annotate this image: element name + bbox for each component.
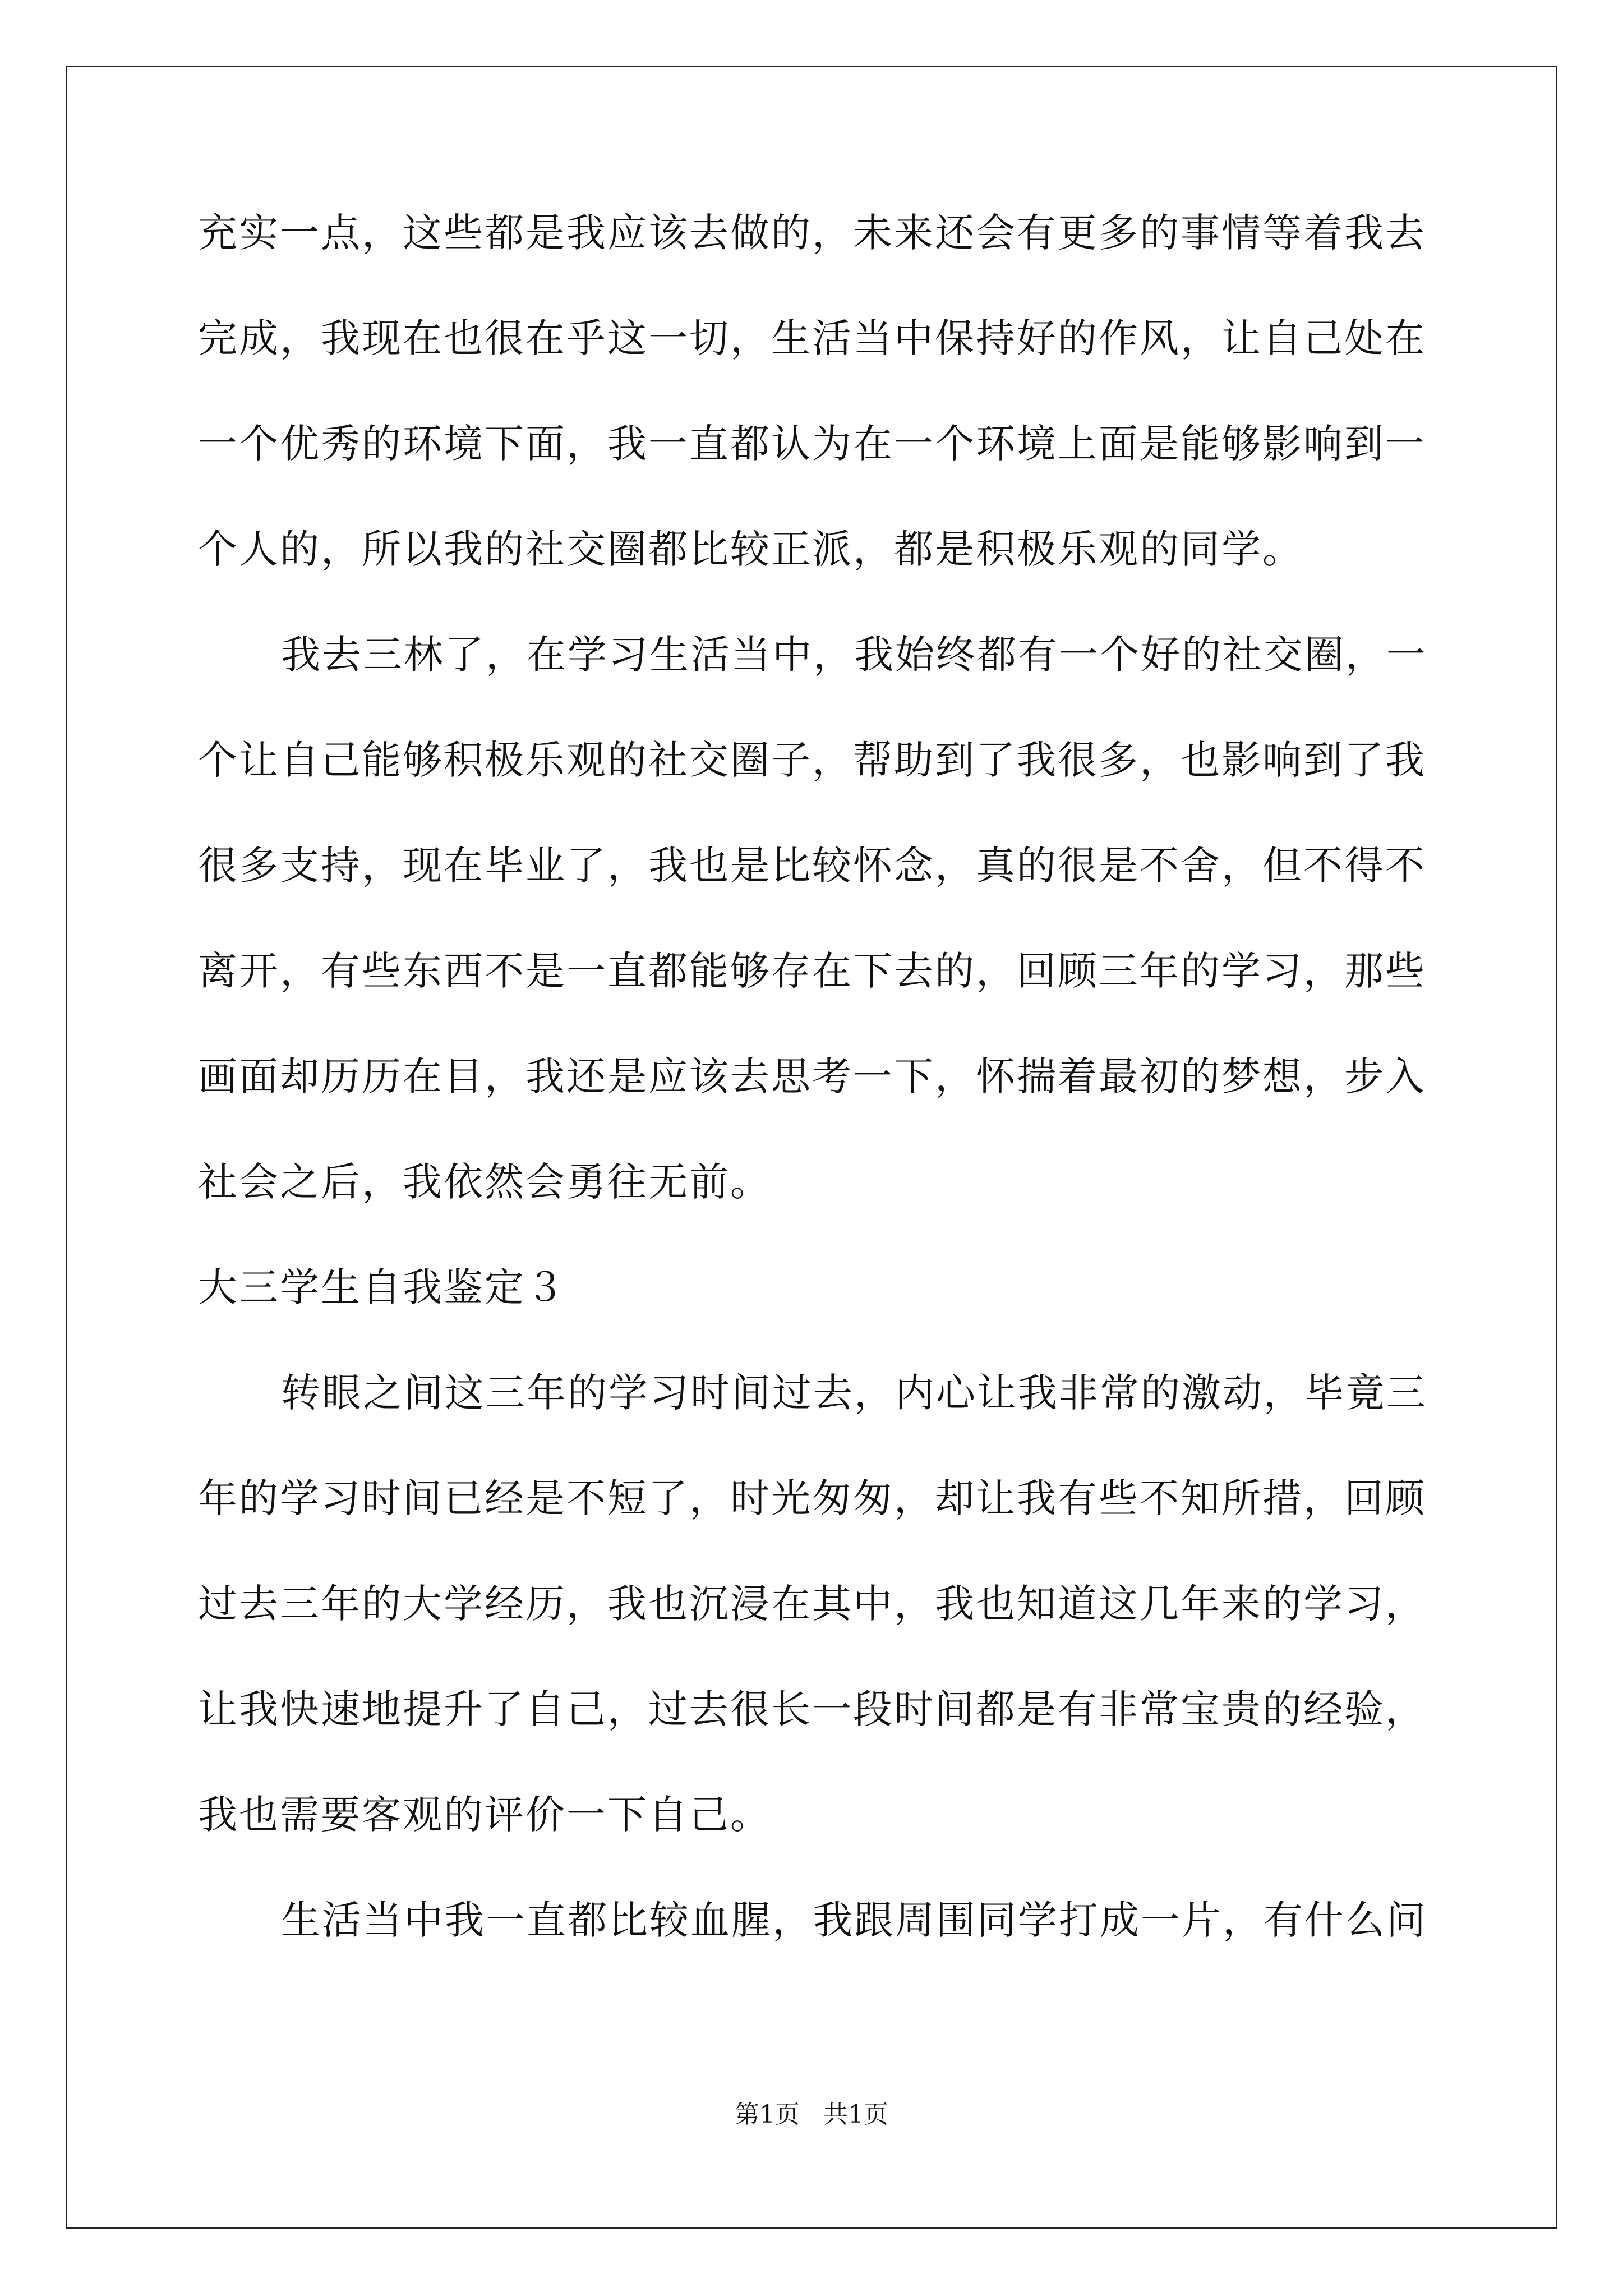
document-body xyxy=(198,210,1427,1943)
page-footer: 第1页 共1页 xyxy=(735,2100,888,2129)
paragraph-line: 个人的，所以我的社交圈都比较正派，都是积极乐观的同学。 xyxy=(198,526,1303,572)
section-heading: 大三学生自我鉴定３ xyxy=(198,1264,566,1310)
paragraph-line: 完成，我现在也很在乎这一切，生活当中保持好的作风，让自己处在 xyxy=(198,315,1426,361)
paragraph-line: 生活当中我一直都比较血腥，我跟周围同学打成一片，有什么问 xyxy=(281,1897,1427,1943)
paragraph-line: 让我快速地提升了自己，过去很长一段时间都是有非常宝贵的经验， xyxy=(198,1686,1426,1732)
paragraph-line: 年的学习时间已经是不短了，时光匆匆，却让我有些不知所措，回顾 xyxy=(198,1475,1426,1521)
paragraph-line: 充实一点，这些都是我应该去做的，未来还会有更多的事情等着我去 xyxy=(198,210,1426,256)
paragraph-line: 离开，有些东西不是一直都能够存在下去的，回顾三年的学习，那些 xyxy=(198,948,1426,994)
paragraph-line: 很多支持，现在毕业了，我也是比较怀念，真的很是不舍，但不得不 xyxy=(198,843,1426,889)
paragraph-line: 画面却历历在目，我还是应该去思考一下，怀揣着最初的梦想，步入 xyxy=(198,1053,1426,1099)
paragraph-line: 我去三林了，在学习生活当中，我始终都有一个好的社交圈，一 xyxy=(281,632,1427,678)
paragraph-line: 过去三年的大学经历，我也沉浸在其中，我也知道这几年来的学习， xyxy=(198,1581,1426,1627)
paragraph-line: 个让自己能够积极乐观的社交圈子，帮助到了我很多，也影响到了我 xyxy=(198,737,1426,783)
paragraph-line: 转眼之间这三年的学习时间过去，内心让我非常的激动，毕竟三 xyxy=(281,1370,1427,1416)
paragraph-line: 我也需要客观的评价一下自己。 xyxy=(198,1792,771,1838)
paragraph-line: 一个优秀的环境下面，我一直都认为在一个环境上面是能够影响到一 xyxy=(198,421,1426,467)
paragraph-line: 社会之后，我依然会勇往无前。 xyxy=(198,1159,771,1205)
